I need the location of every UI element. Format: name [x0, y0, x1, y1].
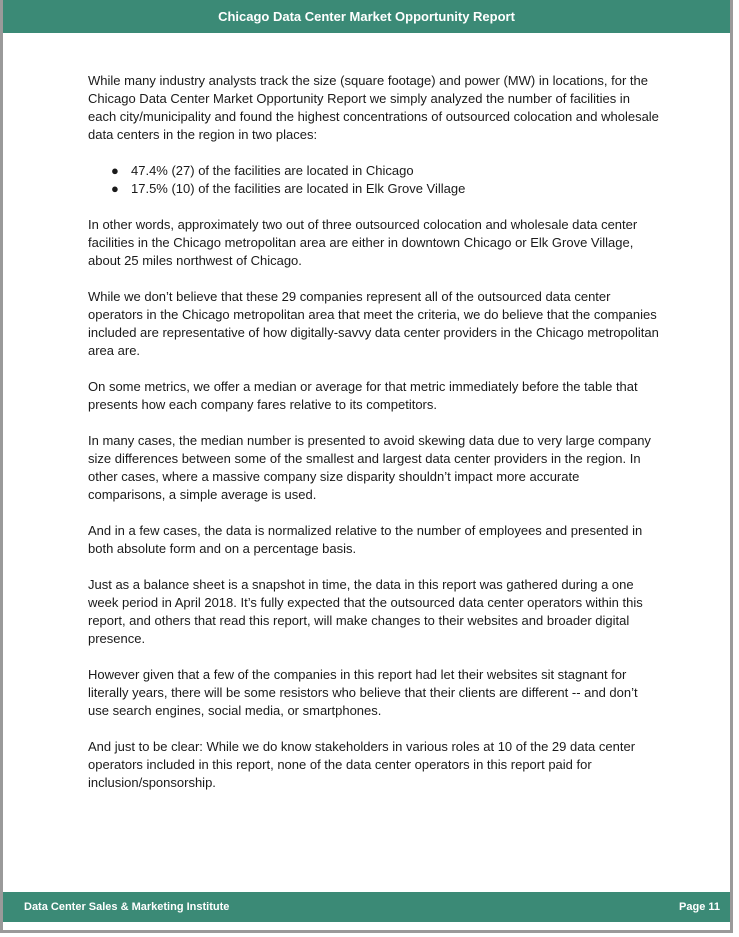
body-paragraph: In many cases, the median number is presented to avoid skewing data due to very large company size differences between some of the smallest and largest data center providers in the region. In other cases, where a massive company size disparity shouldn’t impact more accurate comparisons, a simple average is used. [88, 433, 651, 502]
body-paragraph: And just to be clear: While we do know stakeholders in various roles at 10 of the 29 data center operators included in this report, none of the data center operators in this report paid for inclusion/sponsorship. [88, 739, 636, 790]
body-paragraph: And in a few cases, the data is normalized relative to the number of employees and presented in both absolute form and on a percentage basis. [88, 523, 643, 556]
report-title: Chicago Data Center Market Opportunity Report [218, 9, 515, 24]
report-header [3, 0, 730, 33]
bullet-icon: ● [111, 163, 119, 178]
page-number: Page 11 [679, 901, 720, 913]
document-body [88, 72, 660, 810]
intro-paragraph: While many industry analysts track the size (square footage) and power (MW) in locations, for the Chicago Data Center Market Opportunity Report we simply analyzed the number of facilities in each city/municipality and found the highest concentrations of outsourced colocation and wholesale data centers in the region in two places: [88, 73, 659, 142]
report-footer [3, 892, 730, 922]
list-item-text: 17.5% (10) of the facilities are located in Elk Grove Village [131, 181, 466, 196]
footer-organization: Data Center Sales & Marketing Institute [24, 901, 230, 913]
list-item-text: 47.4% (27) of the facilities are located in Chicago [131, 163, 414, 178]
body-paragraph: However given that a few of the companies in this report had let their websites sit stagnant for literally years, there will be some resistors who believe that their clients are different -- and don’t use search engines, social media, or smartphones. [88, 667, 638, 718]
body-paragraph: In other words, approximately two out of three outsourced colocation and wholesale data center facilities in the Chicago metropolitan area are either in downtown Chicago or Elk Grove Village, about 25 miles northwest of Chicago. [88, 217, 638, 268]
bullet-icon: ● [111, 181, 119, 196]
body-paragraph: Just as a balance sheet is a snapshot in time, the data in this report was gathered during a one week period in April 2018. It’s fully expected that the outsourced data center operators within this report, and others that read this report, will make changes to their websites and broader digital presence. [88, 577, 643, 646]
body-paragraph: On some metrics, we offer a median or average for that metric immediately before the table that presents how each company fares relative to its competitors. [88, 379, 638, 412]
list-item [88, 162, 660, 180]
list-item [88, 180, 660, 198]
body-paragraph: While we don’t believe that these 29 companies represent all of the outsourced data center operators in the Chicago metropolitan area that meet the criteria, we do believe that the companies included are representative of how digitally-savvy data center providers in the Chicago metropolitan area are. [88, 289, 659, 358]
facility-share-list [88, 162, 660, 198]
